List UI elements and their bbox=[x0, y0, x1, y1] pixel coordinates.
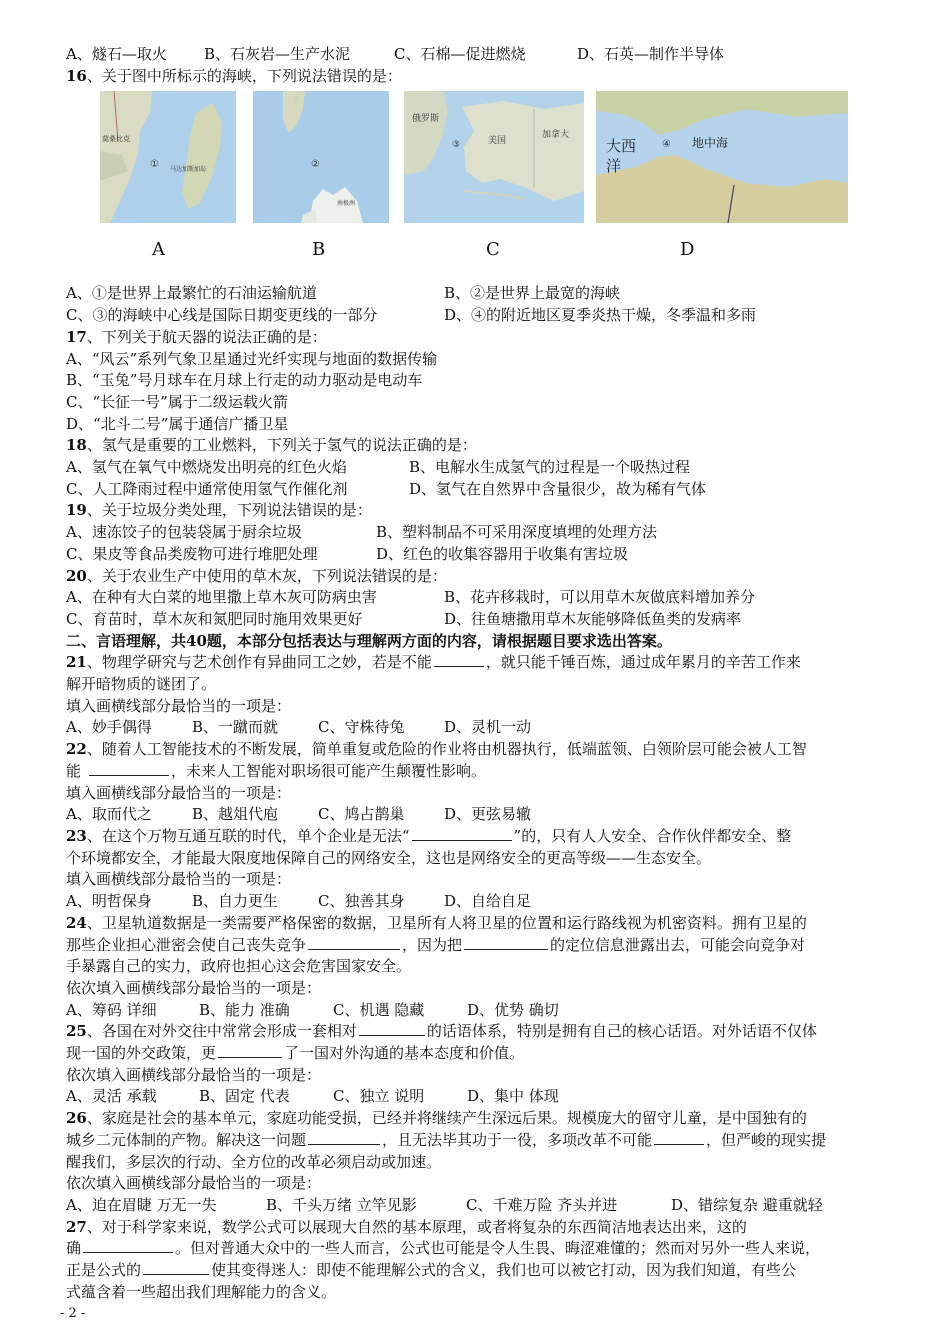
q25-option-d: D、集中 体现 bbox=[467, 1087, 559, 1106]
q24-option-d: D、优势 确切 bbox=[467, 1000, 559, 1019]
exam-page bbox=[66, 44, 896, 1303]
fill-blank bbox=[308, 935, 400, 950]
map-d-label-mediterranean: 地中海 bbox=[692, 136, 729, 151]
q20-stem bbox=[66, 566, 896, 588]
q22-option-c: C、鸠占鹊巢 bbox=[318, 805, 405, 824]
map-letter-d: D bbox=[680, 239, 695, 261]
q25-prompt: 依次填入画横线部分最恰当的一项是： bbox=[66, 1065, 322, 1084]
question-number: 17 bbox=[66, 327, 87, 346]
map-b-label-antarctica: 南极洲 bbox=[337, 200, 356, 208]
q27-text-line3 bbox=[66, 1260, 896, 1282]
q16-option-b: B、②是世界上最宽的海峡 bbox=[444, 284, 621, 303]
q22-option-d: D、更弦易辙 bbox=[444, 805, 532, 824]
question-text: 正是公式的 bbox=[66, 1261, 142, 1280]
q26-option-a: A、迫在眉睫 万无一失 bbox=[66, 1195, 217, 1214]
map-c-label-russia: 俄罗斯 bbox=[412, 114, 440, 125]
question-number: 22 bbox=[66, 740, 87, 759]
q18-stem bbox=[66, 435, 896, 457]
q21-text-line2: 解开暗物质的谜团了。 bbox=[66, 675, 217, 694]
fill-blank bbox=[89, 761, 169, 776]
map-b-image bbox=[253, 91, 389, 223]
q18-option-a: A、氢气在氧气中燃烧发出明亮的红色火焰 bbox=[66, 458, 347, 477]
q24-option-b: B、能力 准确 bbox=[199, 1000, 290, 1019]
question-number: 20 bbox=[66, 566, 87, 585]
question-text: 、对于科学家来说，数学公式可以展现大自然的基本原理，或者将复杂的东西简洁地表达出来，这的 bbox=[86, 1217, 747, 1236]
q25-options bbox=[66, 1086, 896, 1108]
q24-option-c: C、机遇 隐藏 bbox=[333, 1000, 425, 1019]
q19-options-row2 bbox=[66, 544, 896, 566]
map-d-label-atlantic-line1: 大西 bbox=[606, 137, 637, 156]
map-c-image bbox=[404, 91, 584, 223]
q20-options-row1 bbox=[66, 587, 896, 609]
q19-options-row1 bbox=[66, 522, 896, 544]
q18-option-b: B、电解水生成氢气的过程是一个吸热过程 bbox=[409, 458, 691, 477]
fill-blank bbox=[359, 1021, 425, 1036]
q23-text-line2: 个环境都安全，才能最大限度地保障自己的网络安全，这也是网络安全的更高等级——生态安全。 bbox=[66, 848, 712, 867]
question-text: 。但对普通大众中的一些人而言，公式也可能是令人生畏、晦涩难懂的；然而对另外一些人来说， bbox=[175, 1239, 821, 1258]
q21-option-d: D、灵机一动 bbox=[444, 718, 532, 737]
q25-text-line2 bbox=[66, 1043, 896, 1065]
question-number: 23 bbox=[66, 826, 87, 845]
map-d-label-4: ④ bbox=[662, 139, 671, 151]
section-2-heading: 二、言语理解，共40题，本部分包括表达与理解两方面的内容，请根据题目要求选出答案。 bbox=[66, 631, 672, 650]
fill-blank bbox=[83, 1238, 173, 1253]
q25-text-line1 bbox=[66, 1021, 896, 1043]
question-text: 使其变得迷人：即使不能理解公式的含义，我们也可以被它打动，因为我们知道，有些公 bbox=[211, 1261, 797, 1280]
question-number: 25 bbox=[66, 1022, 87, 1041]
question-text: 、在这个万物互通互联的时代，单个企业是无法“ bbox=[86, 826, 410, 845]
question-number: 18 bbox=[66, 436, 87, 455]
question-text: 了一国对外沟通的基本态度和价值。 bbox=[284, 1044, 525, 1063]
q26-text-line3: 醒我们，多层次的行动、全方位的改革必须启动或加速。 bbox=[66, 1152, 442, 1171]
map-d-image bbox=[596, 91, 848, 223]
map-a-mozambique-channel bbox=[100, 91, 236, 223]
q26-prompt: 依次填入画横线部分最恰当的一项是： bbox=[66, 1174, 322, 1193]
question-text: 、家庭是社会的基本单元，家庭功能受损，已经并将继续产生深远后果。规模庞大的留守儿童，是中国独有的 bbox=[86, 1109, 807, 1128]
q23-option-d: D、自给自足 bbox=[444, 892, 532, 911]
q21-option-a: A、妙手偶得 bbox=[66, 718, 152, 737]
question-text: 能 bbox=[66, 761, 82, 780]
q25-option-a: A、灵活 承载 bbox=[66, 1087, 157, 1106]
q17-option-b: B、“玉兔”号月球车在月球上行走的动力驱动是电动车 bbox=[66, 371, 423, 390]
q27-text-line1 bbox=[66, 1217, 896, 1239]
q23-option-a: A、明哲保身 bbox=[66, 892, 152, 911]
map-b-label-2: ② bbox=[311, 159, 320, 171]
q24-option-a: A、筹码 详细 bbox=[66, 1000, 157, 1019]
q16-options-row2 bbox=[66, 305, 896, 327]
q24-text-line2 bbox=[66, 935, 896, 957]
q22-text-line2 bbox=[66, 761, 896, 783]
map-c-label-usa: 美国 bbox=[488, 136, 507, 147]
q22-option-b: B、越俎代庖 bbox=[192, 805, 279, 824]
question-text: 那些企业担心泄密会使自己丧失竞争 bbox=[66, 935, 307, 954]
q20-option-b: B、花卉移栽时，可以用草木灰做底料增加养分 bbox=[444, 588, 756, 607]
q21-prompt: 填入画横线部分最恰当的一项是： bbox=[66, 696, 292, 715]
q17-option-c: C、“长征一号”属于二级运载火箭 bbox=[66, 392, 288, 411]
q16-option-d: D、④的附近地区夏季炎热干燥，冬季温和多雨 bbox=[444, 306, 757, 325]
question-text: 、关于农业生产中使用的草木灰，下列说法错误的是： bbox=[86, 566, 447, 585]
map-c-bering-strait bbox=[404, 91, 584, 223]
question-number: 16 bbox=[66, 66, 87, 85]
fill-blank bbox=[308, 1130, 380, 1145]
map-a-label-1: ① bbox=[150, 159, 159, 171]
map-letter-b: B bbox=[312, 239, 326, 261]
q17-option-a: A、“风云”系列气象卫星通过光纤实现与地面的数据传输 bbox=[66, 349, 438, 368]
q16-options-row1 bbox=[66, 283, 896, 305]
map-b-drake-passage bbox=[253, 91, 389, 223]
q24-options bbox=[66, 1000, 896, 1022]
question-text: 、下列关于航天器的说法正确的是： bbox=[86, 327, 327, 346]
question-text: 、关于图中所标示的海峡，下列说法错误的是： bbox=[86, 66, 402, 85]
q26-options bbox=[66, 1195, 896, 1217]
q27-text-line2 bbox=[66, 1238, 896, 1260]
map-c-label-canada: 加拿大 bbox=[542, 130, 570, 141]
question-number: 27 bbox=[66, 1217, 87, 1236]
q17-stem bbox=[66, 327, 896, 349]
question-text: ，未来人工智能对职场很可能产生颠覆性影响。 bbox=[171, 761, 487, 780]
q24-text-line3: 手暴露自己的实力，政府也担心这会危害国家安全。 bbox=[66, 957, 412, 976]
q26-text-line1 bbox=[66, 1108, 896, 1130]
q20-options-row2 bbox=[66, 609, 896, 631]
q21-text-line1 bbox=[66, 652, 896, 674]
q26-option-d: D、错综复杂 避重就轻 bbox=[671, 1195, 823, 1214]
q21-options bbox=[66, 717, 896, 739]
question-text: 的定位信息泄露出去，可能会向竞争对 bbox=[550, 935, 806, 954]
map-d-gibraltar bbox=[596, 91, 848, 223]
fill-blank bbox=[143, 1260, 209, 1275]
question-text: ，因为把 bbox=[402, 935, 463, 954]
question-text: 、关于垃圾分类处理，下列说法错误的是： bbox=[86, 501, 372, 520]
q19-stem bbox=[66, 500, 896, 522]
question-number: 26 bbox=[66, 1109, 87, 1128]
q27-text-line4: 式蕴含着一些超出我们理解能力的含义。 bbox=[66, 1282, 337, 1301]
question-text: ”的，只有人人安全、合作伙伴都安全、整 bbox=[513, 826, 792, 845]
fill-blank bbox=[412, 826, 512, 841]
fill-blank bbox=[434, 652, 484, 667]
map-d-label-atlantic-line2: 洋 bbox=[606, 157, 622, 176]
question-text: 确 bbox=[66, 1239, 82, 1258]
q20-option-d: D、往鱼塘撒用草木灰能够降低鱼类的发病率 bbox=[444, 609, 742, 628]
question-text: ，但严峻的现实提 bbox=[706, 1130, 827, 1149]
q18-option-d: D、氢气在自然界中含量很少，故为稀有气体 bbox=[409, 479, 707, 498]
q25-option-c: C、独立 说明 bbox=[333, 1087, 425, 1106]
q18-options-row1 bbox=[66, 457, 896, 479]
q19-option-c: C、果皮等食品类废物可进行堆肥处理 bbox=[66, 544, 318, 563]
q19-option-d: D、红色的收集容器用于收集有害垃圾 bbox=[376, 544, 629, 563]
map-a-image bbox=[100, 91, 236, 223]
q17-option-d: D、“北斗二号”属于通信广播卫星 bbox=[66, 414, 289, 433]
q24-prompt: 依次填入画横线部分最恰当的一项是： bbox=[66, 978, 322, 997]
q20-option-c: C、育苗时，草木灰和氮肥同时施用效果更好 bbox=[66, 609, 363, 628]
q21-option-b: B、一蹴而就 bbox=[192, 718, 279, 737]
q23-text-line1 bbox=[66, 826, 896, 848]
question-text: 、物理学研究与艺术创作有异曲同工之妙，若是不能 bbox=[86, 653, 432, 672]
question-number: 21 bbox=[66, 653, 87, 672]
map-a-label-madagascar: 马达加斯加岛 bbox=[170, 166, 207, 174]
strait-maps bbox=[66, 89, 896, 279]
q25-option-b: B、固定 代表 bbox=[199, 1087, 290, 1106]
q15-option-a: A、燧石—取火 bbox=[66, 45, 167, 63]
fill-blank bbox=[654, 1130, 704, 1145]
q22-prompt: 填入画横线部分最恰当的一项是： bbox=[66, 783, 292, 802]
q16-option-a: A、①是世界上最繁忙的石油运输航道 bbox=[66, 284, 317, 303]
map-c-label-3: ③ bbox=[452, 140, 461, 151]
q16-option-c: C、③的海峡中心线是国际日期变更线的一部分 bbox=[66, 306, 378, 325]
map-a-label-mozambique: 莫桑比克 bbox=[102, 135, 130, 144]
q23-option-b: B、自力更生 bbox=[192, 892, 279, 911]
q16-stem bbox=[66, 66, 896, 88]
q26-text-line2 bbox=[66, 1130, 896, 1152]
q23-prompt: 填入画横线部分最恰当的一项是： bbox=[66, 870, 292, 889]
q22-text-line1 bbox=[66, 739, 896, 761]
q26-option-b: B、千头万绪 立竿见影 bbox=[266, 1195, 417, 1214]
question-text: 现一国的外交政策，更 bbox=[66, 1044, 217, 1063]
q15-option-c: C、石棉—促进燃烧 bbox=[394, 45, 526, 63]
question-text: ，就只能千锤百炼，通过成年累月的辛苦工作来 bbox=[485, 653, 801, 672]
question-text: 的话语体系，特别是拥有自己的核心话语。对外话语不仅体 bbox=[426, 1022, 817, 1041]
q20-option-a: A、在种有大白菜的地里撒上草木灰可防病虫害 bbox=[66, 588, 377, 607]
q18-options-row2 bbox=[66, 479, 896, 501]
q15-option-b: B、石灰岩—生产水泥 bbox=[204, 45, 351, 63]
question-text: 、各国在对外交往中常常会形成一套相对 bbox=[86, 1022, 357, 1041]
question-number: 24 bbox=[66, 913, 87, 932]
question-text: 、卫星轨道数据是一类需要严格保密的数据，卫星所有人将卫星的位置和运行路线视为机密资料。拥有卫星的 bbox=[86, 913, 807, 932]
question-text: 、氢气是重要的工业燃料，下列关于氢气的说法正确的是： bbox=[86, 436, 477, 455]
q21-option-c: C、守株待兔 bbox=[318, 718, 405, 737]
question-text: 、随着人工智能技术的不断发展，简单重复或危险的作业将由机器执行，低端蓝领、白领阶层可能会被人工智 bbox=[86, 740, 807, 759]
question-number: 19 bbox=[66, 501, 87, 520]
q18-option-c: C、人工降雨过程中通常使用氢气作催化剂 bbox=[66, 479, 348, 498]
q26-option-c: C、千难万险 齐头并进 bbox=[466, 1195, 618, 1214]
q22-options bbox=[66, 804, 896, 826]
fill-blank bbox=[218, 1043, 282, 1058]
fill-blank bbox=[464, 935, 548, 950]
q19-option-a: A、速冻饺子的包装袋属于厨余垃圾 bbox=[66, 523, 302, 542]
q23-option-c: C、独善其身 bbox=[318, 892, 405, 911]
q23-options bbox=[66, 891, 896, 913]
q15-options bbox=[66, 44, 896, 66]
q24-text-line1 bbox=[66, 913, 896, 935]
page-number: - 2 - bbox=[60, 1306, 86, 1321]
map-letter-c: C bbox=[486, 239, 500, 261]
question-text: 城乡二元体制的产物。解决这一问题 bbox=[66, 1130, 307, 1149]
q19-option-b: B、塑料制品不可采用深度填埋的处理方法 bbox=[376, 523, 658, 542]
q15-option-d: D、石英—制作半导体 bbox=[577, 45, 725, 63]
q22-option-a: A、取而代之 bbox=[66, 805, 152, 824]
question-text: ，且无法毕其功于一役，多项改革不可能 bbox=[382, 1130, 653, 1149]
map-letter-a: A bbox=[152, 239, 165, 261]
